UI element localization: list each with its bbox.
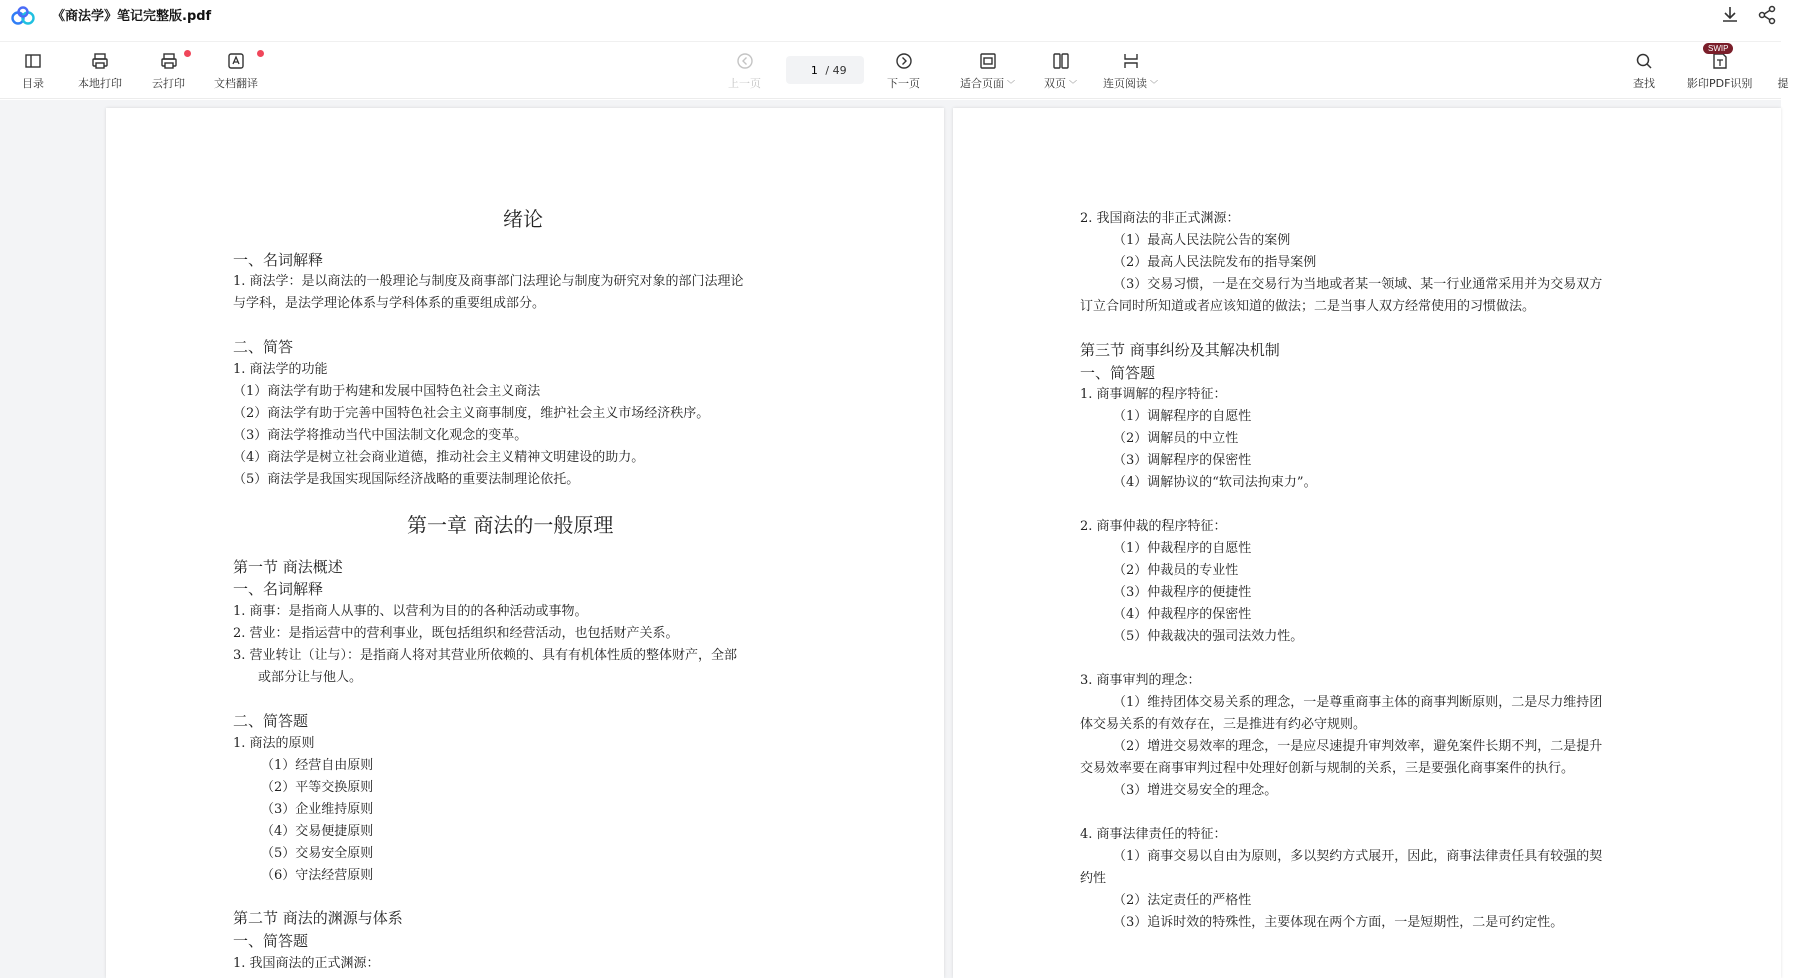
text-line: 3. 营业转让（让与）：是指商人将对其营业所依赖的、具有有机体性质的整体财产，全部 xyxy=(233,648,738,663)
text-line: （3）商法学将推动当代中国法制文化观念的变革。 xyxy=(233,428,528,443)
section-heading: 第二节 商法的渊源与体系 xyxy=(233,909,403,927)
list-item: （1）最高人民法院公告的案例 xyxy=(1113,233,1291,248)
text-line: 1. 商法学的功能 xyxy=(233,362,328,377)
text-line: 2. 营业：是指运营中的营利事业，既包括组织和经营活动，也包括财产关系。 xyxy=(233,626,679,641)
text-line: 3. 商事审判的理念： xyxy=(1080,673,1201,688)
text-line: 与学科，是法学理论体系与学科体系的重要组成部分。 xyxy=(233,296,546,311)
section-heading: 第一节 商法概述 xyxy=(233,558,343,576)
continuous-reading-label: 连页阅读 xyxy=(1103,77,1147,90)
download-icon[interactable] xyxy=(1719,4,1741,26)
fit-page-icon xyxy=(978,51,998,71)
local-print-label: 本地打印 xyxy=(78,77,122,90)
text-line: 约性 xyxy=(1080,871,1107,886)
list-item: （2）法定责任的严格性 xyxy=(1113,893,1252,908)
list-item: （2）最高人民法院发布的指导案例 xyxy=(1113,255,1317,270)
list-item: （4）仲裁程序的保密性 xyxy=(1113,607,1252,622)
search-button[interactable] xyxy=(1633,51,1655,91)
file-title: 《商法学》笔记完整版.pdf xyxy=(52,9,212,24)
text-line: 交易效率要在商事审判过程中处理好创新与规制的关系，三是要强化商事案件的执行。 xyxy=(1080,761,1575,776)
text-line: 1. 商法学：是以商法的一般理论与制度及商事部门法理论与制度为研究对象的部门法理论 xyxy=(233,274,744,289)
title-bar xyxy=(0,0,1781,42)
prev-page-label: 上一页 xyxy=(728,77,761,90)
list-item: （1）经营自由原则 xyxy=(261,758,374,773)
list-item: （1）仲裁程序的自愿性 xyxy=(1113,541,1252,556)
list-item: （4）交易便捷原则 xyxy=(261,824,374,839)
document-viewer[interactable] xyxy=(0,100,1781,978)
ocr-label: 影印PDF识别 xyxy=(1687,77,1753,90)
section-heading: 一、简答题 xyxy=(233,932,309,950)
text-line: （4）商法学是树立社会商业道德，推动社会主义精神文明建设的助力。 xyxy=(233,450,645,465)
toolbar xyxy=(0,43,1789,99)
list-item: （3）企业维持原则 xyxy=(261,802,374,817)
list-item: （1）商事交易以自由为原则，多以契约方式展开，因此，商事法律责任具有较强的契 xyxy=(1113,849,1603,864)
continuous-reading-dropdown[interactable] xyxy=(1103,51,1158,91)
chevron-down-icon: ﹀ xyxy=(1150,80,1158,89)
section-heading: 一、简答题 xyxy=(1080,364,1156,382)
section-heading: 一、名词解释 xyxy=(233,251,324,269)
next-page-label: 下一页 xyxy=(887,77,920,90)
list-item: （3）追诉时效的特殊性，主要体现在两个方面，一是短期性，二是可约定性。 xyxy=(1113,915,1564,930)
chevron-down-icon: ﹀ xyxy=(1069,80,1077,89)
cloud-printer-icon xyxy=(159,51,179,71)
list-item: （2）增进交易效率的理念，一是应尽速提升审判效率，避免案件长期不判，二是提升 xyxy=(1113,739,1603,754)
list-item: （1）调解程序的自愿性 xyxy=(1113,409,1252,424)
swip-badge: SWIP xyxy=(1703,43,1733,54)
double-page-dropdown[interactable] xyxy=(1044,51,1077,91)
translate-button[interactable] xyxy=(214,51,258,91)
cloud-print-button[interactable] xyxy=(152,51,185,91)
search-label: 查找 xyxy=(1633,77,1655,90)
translate-icon xyxy=(226,51,246,71)
ocr-button[interactable] xyxy=(1687,44,1753,91)
app-logo-icon xyxy=(10,6,36,26)
list-item: （3）调解程序的保密性 xyxy=(1113,453,1252,468)
list-item: （6）守法经营原则 xyxy=(261,868,374,883)
more-tool-label: 提 xyxy=(1777,77,1789,90)
double-page-icon xyxy=(1051,51,1071,71)
printer-icon xyxy=(90,51,110,71)
ocr-icon xyxy=(1710,51,1730,71)
list-item: （5）交易安全原则 xyxy=(261,846,374,861)
text-line: 或部分让与他人。 xyxy=(258,670,363,685)
chapter-title: 第一章 商法的一般原理 xyxy=(407,513,614,537)
toc-label: 目录 xyxy=(22,77,44,90)
text-line: 订立合同时所知道或者应该知道的做法；二是当事人双方经常使用的习惯做法。 xyxy=(1080,299,1536,314)
double-page-label: 双页 xyxy=(1044,77,1066,90)
fit-page-label: 适合页面 xyxy=(960,77,1004,90)
list-item: （5）仲裁裁决的强司法效力性。 xyxy=(1113,629,1304,644)
page-number-input[interactable] xyxy=(803,64,825,77)
cloud-print-label: 云打印 xyxy=(152,77,185,90)
text-line: 4. 商事法律责任的特征： xyxy=(1080,827,1227,842)
total-pages: / 49 xyxy=(825,63,847,77)
text-line: 1. 商事：是指商人从事的、以营利为目的的各种活动或事物。 xyxy=(233,604,588,619)
list-item: （1）维持团体交易关系的理念，一是尊重商事主体的商事判断原则，二是尽力维持团 xyxy=(1113,695,1603,710)
continuous-reading-icon xyxy=(1121,51,1141,71)
new-dot-badge xyxy=(257,50,264,57)
prev-page-button[interactable] xyxy=(728,51,761,91)
text-line: （1）商法学有助于构建和发展中国特色社会主义商法 xyxy=(233,384,541,399)
more-tool-icon xyxy=(1773,51,1793,71)
section-heading: 一、名词解释 xyxy=(233,580,324,598)
list-item: （3）增进交易安全的理念。 xyxy=(1113,783,1278,798)
more-tool-button[interactable] xyxy=(1773,51,1793,91)
text-line: （5）商法学是我国实现国际经济战略的重要法制理论依托。 xyxy=(233,472,580,487)
share-icon[interactable] xyxy=(1756,4,1778,26)
list-item: （2）平等交换原则 xyxy=(261,780,374,795)
section-heading: 二、简答题 xyxy=(233,712,309,730)
text-line: 体交易关系的有效存在，三是推进有约必守规则。 xyxy=(1080,717,1367,732)
section-heading: 二、简答 xyxy=(233,338,294,356)
list-item: （3）仲裁程序的便捷性 xyxy=(1113,585,1252,600)
list-item: （3）交易习惯，一是在交易行为当地或者某一领域、某一行业通常采用并为交易双方 xyxy=(1113,277,1603,292)
chevron-down-icon: ﹀ xyxy=(1007,80,1015,89)
section-heading: 第三节 商事纠纷及其解决机制 xyxy=(1080,341,1280,359)
new-dot-badge xyxy=(184,50,191,57)
text-line: 1. 商法的原则 xyxy=(233,736,315,751)
search-icon xyxy=(1634,51,1654,71)
text-line: 2. 商事仲裁的程序特征： xyxy=(1080,519,1227,534)
pdf-page-left xyxy=(106,108,944,978)
text-line: 1. 商事调解的程序特征： xyxy=(1080,387,1227,402)
next-page-button[interactable] xyxy=(887,51,920,91)
list-item: （4）调解协议的“软司法拘束力”。 xyxy=(1113,475,1317,490)
text-line: 2. 我国商法的非正式渊源： xyxy=(1080,211,1240,226)
list-item: （2）调解员的中立性 xyxy=(1113,431,1239,446)
list-item: （2）仲裁员的专业性 xyxy=(1113,563,1239,578)
toc-button[interactable] xyxy=(22,51,44,91)
fit-page-dropdown[interactable] xyxy=(960,51,1015,91)
page-number-box xyxy=(786,56,864,84)
page-title: 绪论 xyxy=(503,207,543,231)
text-line: （2）商法学有助于完善中国特色社会主义商事制度，维护社会主义市场经济秩序。 xyxy=(233,406,710,421)
text-line: 1. 我国商法的正式渊源： xyxy=(233,956,380,971)
local-print-button[interactable] xyxy=(78,51,122,91)
pdf-page-right xyxy=(953,108,1781,978)
toc-icon xyxy=(23,51,43,71)
prev-arrow-icon xyxy=(735,51,755,71)
next-arrow-icon xyxy=(894,51,914,71)
translate-label: 文档翻译 xyxy=(214,77,258,90)
